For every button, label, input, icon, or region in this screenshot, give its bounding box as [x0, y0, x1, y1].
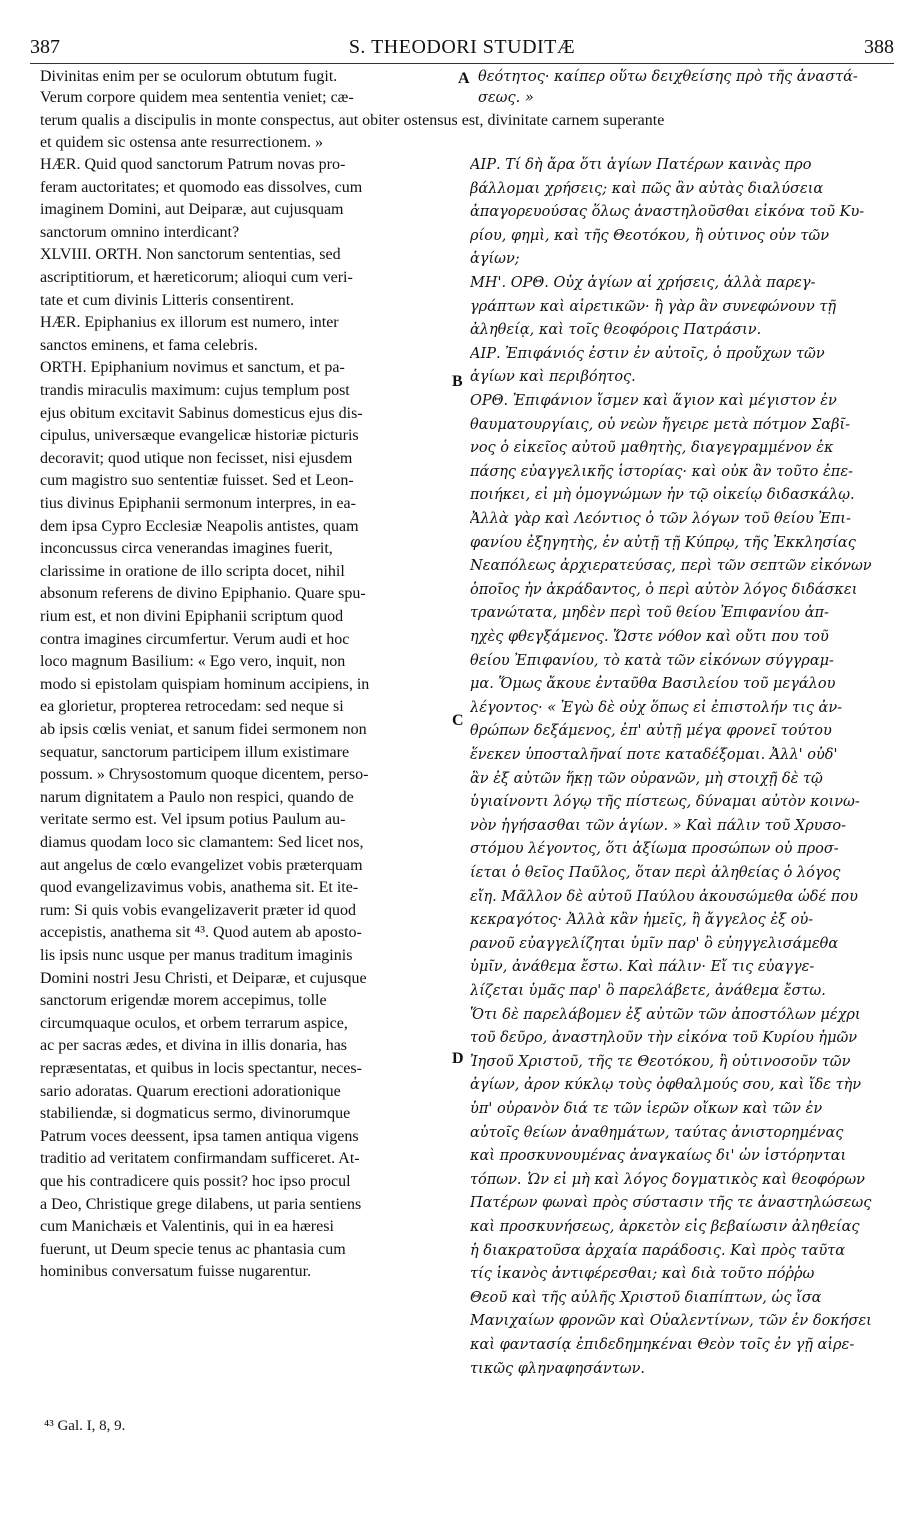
latin-line: ascriptitiorum, et hæreticorum; alioqui cum veri- — [40, 269, 353, 286]
running-title: S. THEODORI STUDITÆ — [348, 36, 576, 58]
latin-line: veritate sermo est. Vel ipsum potius Paulum au- — [40, 811, 346, 828]
greek-line: ἁγίων; — [470, 251, 520, 267]
latin-line: sequatur, sanctorum participem illum existimare — [40, 744, 350, 761]
latin-line: sanctorum erigendæ morem accepimus, tolle — [40, 992, 327, 1009]
greek-line: τρανώτατα, μηδὲν περὶ τοῦ θείου Ἐπιφανίου ἀπ- — [470, 605, 829, 621]
latin-line: possum. » Chrysostomum quoque dicentem, perso- — [40, 766, 369, 783]
greek-line: μα. Ὅμως ἄκουε ἐνταῦθα Βασιλείου τοῦ μεγάλου — [470, 676, 836, 692]
latin-line: accepistis, anathema sit ⁴³. Quod autem ab aposto- — [40, 924, 362, 941]
greek-line: ἁγίων καὶ περιβόητος. — [470, 369, 636, 385]
latin-line: diamus quodam loco sic clamantem: Sed licet nos, — [40, 834, 364, 851]
greek-line: Θεοῦ καὶ τῆς αὐλῆς Χριστοῦ διαπίπτων, ὡς ἴσα — [470, 1290, 822, 1306]
greek-line: θαυματουργίαις, οὗ νεὼν ἤγειρε μετὰ πότμον Σαβῖ- — [470, 417, 851, 433]
margin-marker-c: C — [452, 712, 464, 729]
greek-line: ὑμῖν, ἀνάθεμα ἔστω. Καὶ πάλιν· Εἴ τις εὐαγγε- — [470, 959, 815, 975]
greek-line: ὑπ' οὐρανὸν διά τε τῶν ἱερῶν οἴκων καὶ τῶν ἐν — [470, 1101, 823, 1117]
greek-line: ὁποῖος ἦν ἀκράδαντος, ὁ περὶ αὐτὸν λόγος διδάσκει — [470, 582, 858, 598]
latin-line: ac per sacras ædes, et divina in illis donaria, has — [40, 1037, 348, 1054]
latin-line: rum: Si quis vobis evangelizaverit præter id quod — [40, 902, 356, 919]
greek-line: στόμου λέγοντος, ὅτι ἀξίωμα προσώπων οὐ προσ- — [470, 841, 839, 857]
latin-line: fuerunt, ut Deum specie tenus ac phantasia cum — [40, 1241, 346, 1258]
latin-line: loco magnum Basilium: « Ego vero, inquit, non — [40, 653, 346, 670]
latin-line: dem ipsa Cypro Ecclesiæ Neapolis antistes, quam — [40, 518, 359, 535]
latin-line: tius divinus Epiphanii sermonum interpres, in ea- — [40, 495, 356, 512]
greek-line: ἕνεκεν ὑποσταλῆναί ποτε καταδέξομαι. Ἀλλ' οὐδ' — [470, 747, 838, 763]
latin-line: modo si epistolam quispiam hominum accipiens, in — [40, 676, 370, 693]
greek-line: Μανιχαίων φρονῶν καὶ Οὐαλεντίνων, τῶν ἐν δοκήσει — [470, 1313, 872, 1329]
latin-line: narum dignitatem a Paulo non respici, quando de — [40, 789, 354, 806]
margin-marker-a: A — [458, 70, 470, 87]
greek-line: Ὅτι δὲ παρελάβομεν ἐξ αὐτῶν τῶν ἀποστόλων μέχρι — [470, 1007, 861, 1023]
greek-line: ΑΙΡ. Τί δὴ ἄρα ὅτι ἁγίων Πατέρων καινὰς προ — [470, 157, 812, 173]
latin-line: aut angelus de cœlo evangelizet vobis præterquam — [40, 857, 363, 874]
latin-line: quod evangelizavimus vobis, anathema sit. Et ite- — [40, 879, 359, 896]
greek-line: νος ὁ εἰκεῖος αὐτοῦ μαθητὴς, διαγεγραμμένον ἐκ — [470, 440, 834, 456]
greek-line: ΟΡΘ. Ἐπιφάνιον ἴσμεν καὶ ἅγιον καὶ μέγιστον ἐν — [470, 393, 837, 409]
greek-line: τίς ἱκανὸς ἀντιφέρεσθαι; καὶ διὰ τοῦτο πόῤῥω — [470, 1266, 815, 1282]
latin-line: ab ipsis cœlis veniat, et sanum fidei sermonem non — [40, 721, 367, 738]
greek-line: ὑγιαίνοντι λόγῳ τῆς πίστεως, δύναμαι αὐτὸν κοινω- — [470, 794, 860, 810]
latin-line: decoravit; quod utique non fecisset, nisi ejusdem — [40, 450, 353, 467]
greek-line: Ἰησοῦ Χριστοῦ, τῆς τε Θεοτόκου, ἢ οὑτινοσοῦν τῶν — [470, 1054, 851, 1070]
latin-line: cum magistro suo sententiæ fuisset. Sed et Leon- — [40, 472, 354, 489]
latin-line: ejus obitum excitavit Sabinus domesticus ejus dis- — [40, 405, 363, 422]
latin-line: ea glorietur, propterea retrocedam: sed neque si — [40, 698, 344, 715]
greek-line: ηχὲς φθεγξάμενος. Ὥστε νόθον καὶ οὔτι που τοῦ — [470, 629, 829, 645]
latin-line: sanctos eminens, et fama celebris. — [40, 337, 258, 354]
latin-line: que his contradicere quis possit? hoc ipso procul — [40, 1173, 351, 1190]
latin-line: ORTH. Epiphanium novimus et sanctum, et pa- — [40, 359, 345, 376]
latin-line: cum Manichæis et Valentinis, qui in ea hæresi — [40, 1218, 334, 1235]
greek-line: τικῶς φληναφησάντων. — [470, 1361, 646, 1377]
latin-line: HÆR. Quid quod sanctorum Patrum novas pro- — [40, 156, 346, 173]
full-line-left: Verum corpore quidem mea sententia veniet; cæ- — [40, 89, 354, 106]
greek-line: νὸν ἡγήσασθαι τῶν ἁγίων. » Καὶ πάλιν τοῦ Χρυσο- — [470, 818, 847, 834]
greek-line: ἀληθείᾳ, καὶ τοῖς θεοφόροις Πατράσιν. — [470, 322, 762, 338]
greek-line: ἀπαγορευούσας ὅλως ἀναστηλοῦσθαι εἰκόνα τοῦ Κυ- — [470, 204, 865, 220]
latin-line: stabiliendæ, si dogmaticus sermo, divinorumque — [40, 1105, 351, 1122]
greek-line: λέγοντος· « Ἐγὼ δὲ οὐχ ὅπως εἰ ἐπιστολήν τις ἀν- — [470, 700, 843, 716]
page-header — [30, 36, 894, 62]
greek-line: πάσης εὐαγγελικῆς ἱστορίας· καὶ οὐκ ἂν τοῦτο ἐπε- — [470, 464, 854, 480]
greek-line: αὐτοῖς θείων ἀναθημάτων, ταύτας ἀνιστορημένας — [470, 1125, 844, 1141]
latin-line: HÆR. Epiphanius ex illorum est numero, inter — [40, 314, 339, 331]
greek-line: τοῦ δεῦρο, ἀναστηλοῦν τὴν εἰκόνα τοῦ Κυρίου ἡμῶν — [470, 1030, 858, 1046]
full-line-left: terum qualis a discipulis in monte conspectus, aut obiter ostensus est, divinitate carnem superante — [40, 112, 665, 129]
greek-line: κεκραγότος· Ἀλλὰ κἂν ἡμεῖς, ἢ ἄγγελος ἐξ οὐ- — [470, 912, 814, 928]
left-page-number: 387 — [30, 36, 60, 58]
latin-line: inconcussus circa venerandas imagines fuerit, — [40, 540, 333, 557]
greek-line: ΑΙΡ. Ἐπιφάνιός ἐστιν ἐν αὐτοῖς, ὁ προὔχων τῶν — [470, 346, 825, 362]
greek-line: θρώπων δεξάμενος, ἐπ' αὐτῇ μέγα φρονεῖ τούτου — [470, 723, 832, 739]
greek-line: ἂν ἐξ αὐτῶν ἥκῃ τῶν οὐρανῶν, μὴ στοιχῇ δὲ τῷ — [470, 771, 823, 787]
greek-line: Νεαπόλεως ἀρχιερατεύσας, περὶ τῶν σεπτῶν εἰκόνων — [470, 558, 872, 574]
latin-line: sario adoratas. Quarum erectioni adorationique — [40, 1083, 341, 1100]
full-line-left: et quidem sic ostensa ante resurrectionem. » — [40, 134, 324, 151]
greek-line: τόπων. Ὧν εἰ μὴ καὶ λόγος δογματικὸς καὶ θεοφόρων — [470, 1172, 865, 1188]
full-line-right: σεως. » — [478, 90, 534, 106]
header-rule — [30, 63, 894, 64]
greek-line: ποιήκει, εἰ μὴ ὁμογνώμων ἦν τῷ οἰκείῳ διδασκάλῳ. — [470, 487, 855, 503]
greek-line: ΜΗ'. ΟΡΘ. Οὐχ ἁγίων αἱ χρήσεις, ἀλλὰ παρεγ- — [470, 275, 816, 291]
greek-line: ρανοῦ εὐαγγελίζηται ὑμῖν παρ' ὃ εὐηγγελισάμεθα — [470, 936, 839, 952]
greek-line: καὶ προσκυνουμένας ἀναγκαίως δι' ὧν ἱστόρηνται — [470, 1148, 847, 1164]
greek-line: φανίου ἐξηγητὴς, ἐν αὐτῇ τῇ Κύπρῳ, τῆς Ἐκκλησίας — [470, 535, 856, 551]
margin-marker-b: B — [452, 373, 463, 390]
greek-line: εἴη. Μᾶλλον δὲ αὐτοῦ Παύλου ἀκουσώμεθα ὧδέ που — [470, 889, 858, 905]
latin-line: rium est, et non divini Epiphanii scriptum quod — [40, 608, 344, 625]
full-line-left: Divinitas enim per se oculorum obtutum fugit. — [40, 68, 338, 85]
latin-line: hominibus conversatum fuisse nugarentur. — [40, 1263, 312, 1280]
greek-line: γράπτων καὶ αἱρετικῶν· ἢ γὰρ ἂν συνεφώνουν τῇ — [470, 299, 837, 315]
greek-line: καὶ φαντασίᾳ ἐπιδεδημηκέναι Θεὸν τοῖς ἐν γῇ αἱρε- — [470, 1337, 855, 1353]
latin-line: repræsentatas, et quibus in locis spectantur, neces- — [40, 1060, 362, 1077]
latin-line: cipulus, universæque evangelicæ historiæ picturis — [40, 427, 359, 444]
greek-line: ίεται ὁ θεῖος Παῦλος, ὅταν περὶ ἀληθείας ὁ λόγος — [470, 865, 841, 881]
greek-line: λίζεται ὑμᾶς παρ' ὃ παρελάβετε, ἀνάθεμα ἔστω. — [470, 983, 826, 999]
greek-line: ρίου, φημὶ, καὶ τῆς Θεοτόκου, ἢ οὑτινος οὖν τῶν — [470, 228, 830, 244]
latin-line: clarissime in oratione de illo scripta docet, nihil — [40, 563, 345, 580]
greek-line: Πατέρων φωναὶ πρὸς σύστασιν τῆς τε ἀναστηλώσεως — [470, 1195, 872, 1211]
latin-line: tate et cum divinis Litteris consentirent. — [40, 292, 295, 309]
greek-line: καὶ προσκυνήσεως, ἀρκετὸν εἰς βεβαίωσιν ἀληθείας — [470, 1219, 860, 1235]
greek-line: ἁγίων, ἆρον κύκλῳ τοὺς ὀφθαλμούς σου, καὶ ἴδε τὴν — [470, 1077, 862, 1093]
greek-line: βάλλομαι χρήσεις; καὶ πῶς ἂν αὐτὰς διαλύσεια — [470, 181, 824, 197]
latin-line: circumquaque oculos, et orbem terrarum aspice, — [40, 1015, 348, 1032]
latin-line: trandis miraculis maximum: cujus templum post — [40, 382, 350, 399]
greek-line: Ἀλλὰ γὰρ καὶ Λεόντιος ὁ τῶν λόγων τοῦ θείου Ἐπι- — [470, 511, 851, 527]
latin-line: lis ipsis nunc usque per manus traditum imaginis — [40, 947, 353, 964]
latin-line: contra imagines circumfertur. Verum audi et hoc — [40, 631, 350, 648]
latin-line: Domini nostri Jesu Christi, et Deiparæ, et cujusque — [40, 970, 367, 987]
margin-marker-d: D — [452, 1050, 464, 1067]
greek-line: ἡ διακρατοῦσα ἀρχαία παράδοσις. Καὶ πρὸς ταῦτα — [470, 1243, 846, 1259]
latin-line: a Deo, Christique grege dilabens, ut paria sentiens — [40, 1196, 362, 1213]
latin-line: absonum referens de divino Epiphanio. Quare spu- — [40, 585, 366, 602]
latin-line: Patrum voces deessent, ipsa tamen antiqua vigens — [40, 1128, 359, 1145]
latin-line: XLVIII. ORTH. Non sanctorum sententias, sed — [40, 246, 341, 263]
right-page-number: 388 — [864, 36, 894, 58]
latin-line: sanctorum omnino interdicant? — [40, 224, 240, 241]
latin-line: imaginem Domini, aut Deiparæ, aut cujusquam — [40, 201, 344, 218]
full-line-right: θεότητος· καίπερ οὕτω δειχθείσης πρὸ τῆς ἀναστά- — [478, 69, 858, 85]
footnote: ⁴³ Gal. I, 8, 9. — [44, 1418, 126, 1434]
greek-line: θείου Ἐπιφανίου, τὸ κατὰ τῶν εἰκόνων σύγγραμ- — [470, 653, 834, 669]
latin-line: traditio ad veritatem confirmandam sufficeret. At- — [40, 1150, 360, 1167]
latin-line: feram auctoritates; et quomodo eas dissolves, cum — [40, 179, 363, 196]
